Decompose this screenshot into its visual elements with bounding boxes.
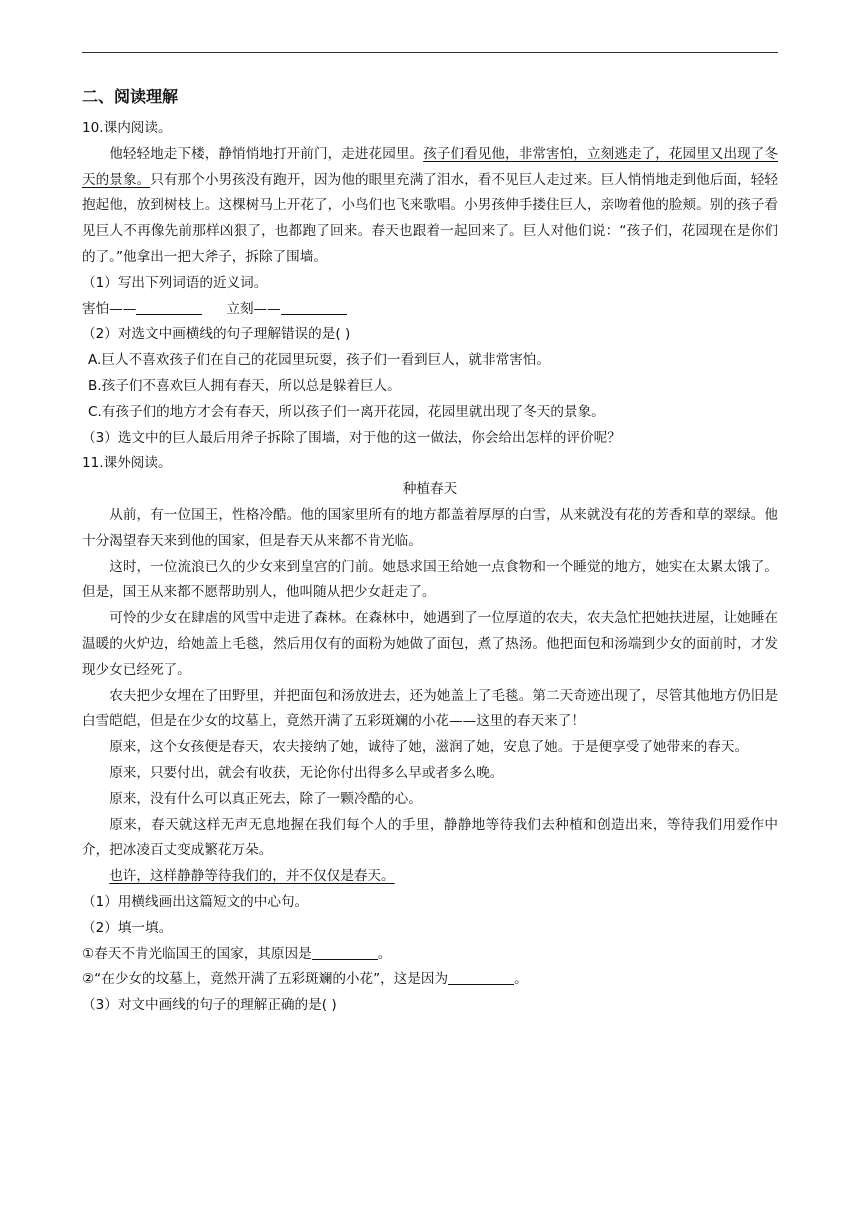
question-10 [82, 116, 778, 451]
q11-story-title: 种植春天 [402, 481, 458, 498]
header-rule [82, 52, 778, 53]
q10-sub1: （1）写出下列词语的近义词。 [82, 274, 268, 291]
q10-option-b: B.孩子们不喜欢巨人拥有春天，所以总是躲着巨人。 [88, 377, 401, 394]
q11-underlined-sentence: 也许，这样静静等待我们的，并不仅仅是春天。 [109, 868, 395, 885]
q10-word1: 害怕—— [82, 300, 137, 317]
q11-fill1: ①春天不肯光临国王的国家，其原因是 。 [82, 945, 392, 962]
q10-option-c: C.有孩子们的地方才会有春天，所以孩子们一离开花园，花园里就出现了冬天的景象。 [88, 403, 605, 420]
q11-paragraph: 可怜的少女在肆虐的风雪中走进了森林。在森林中，她遇到了一位厚道的农夫，农夫急忙把她扶进屋，让她睡在温暖的火炉边，给她盖上毛毯，然后用仅有的面粉为她做了面包，煮了热汤。他把面包和汤端到少女的面前时，才发现少女已经死了。 [82, 610, 778, 678]
q10-underlined-sentence: 孩子们看见他，非常害怕，立刻逃走了，花园里又出现了冬天的景象。 [82, 145, 779, 188]
q11-sub2: （2）填一填。 [82, 919, 173, 936]
answer-blank[interactable] [448, 970, 514, 985]
q11-paragraph: 原来，只要付出，就会有收获，无论你付出得多么早或者多么晚。 [109, 764, 504, 781]
question-11 [82, 451, 778, 1019]
q10-synonyms [82, 297, 778, 323]
q10-passage-part1: 他轻轻地走下楼，静悄悄地打开前门，走进花园里。 [109, 145, 424, 162]
section-title: 二、阅读理解 [82, 87, 179, 106]
q11-paragraph: 这时，一位流浪已久的少女来到皇宫的门前。她恳求国王给她一点食物和一个睡觉的地方，她实在太累太饿了。但是，国王从来都不愿帮助别人，他叫随从把少女赶走了。 [82, 558, 778, 601]
q10-passage-part2: 只有那个小男孩没有跑开，因为他的眼里充满了泪水，看不见巨人走过来。巨人悄悄地走到他后面，轻轻抱起他，放到树枝上。这棵树马上开花了，小鸟们也飞来歌唱。小男孩伸手搂住巨人，亲吻着他的脸颊。别的孩子看见巨人不再像先前那样凶狠了，也都跑了回来。春天也跟着一起回来了。巨人对他们说：“孩子们，花园现在是你们的了。”他拿出一把大斧子，拆除了围墙。 [82, 171, 779, 265]
q11-sub1: （1）用横线画出这篇短文的中心句。 [82, 893, 309, 910]
q11-fill2: ②“在少女的坟墓上，竟然开满了五彩斑斓的小花”，这是因为 。 [82, 971, 528, 988]
q11-heading: 11.课外阅读。 [82, 455, 172, 472]
answer-blank[interactable] [281, 300, 347, 315]
q10-passage [82, 142, 778, 271]
q11-paragraph: 原来，这个女孩便是春天，农夫接纳了她，诚待了她，滋润了她，安息了她。于是便享受了她带来的春天。 [109, 739, 749, 756]
answer-blank[interactable] [312, 945, 378, 960]
q10-heading: 10.课内阅读。 [82, 120, 172, 136]
q11-paragraph: 原来，没有什么可以真正死去，除了一颗冷酷的心。 [109, 790, 422, 807]
answer-blank[interactable] [136, 300, 202, 315]
q11-paragraph: 原来，春天就这样无声无息地握在我们每个人的手里，静静地等待我们去种植和创造出来，等待我们用爱作中介，把冰凌百丈变成繁花万朵。 [82, 816, 778, 859]
q11-paragraph: 农夫把少女埋在了田野里，并把面包和汤放进去，还为她盖上了毛毯。第二天奇迹出现了，尽管其他地方仍旧是白雪皑皑，但是在少女的坟墓上，竟然开满了五彩斑斓的小花——这里的春天来了！ [82, 687, 778, 730]
q10-word2: 立刻—— [226, 300, 281, 317]
q11-paragraph: 从前，有一位国王，性格冷酷。他的国家里所有的地方都盖着厚厚的白雪，从来就没有花的芳香和草的翠绿。他十分渴望春天来到他的国家，但是春天从来都不肯光临。 [82, 506, 778, 549]
document-page [82, 84, 778, 1019]
q10-option-a: A.巨人不喜欢孩子们在自己的花园里玩耍，孩子们一看到巨人，就非常害怕。 [88, 352, 550, 369]
q10-sub2: （2）对选文中画横线的句子理解错误的是( ) [82, 326, 351, 343]
q11-sub3: （3）对文中画线的句子的理解正确的是( ) [82, 997, 337, 1014]
q10-sub3: （3）选文中的巨人最后用斧子拆除了围墙，对于他的这一做法，你会给出怎样的评价呢？ [82, 429, 621, 446]
